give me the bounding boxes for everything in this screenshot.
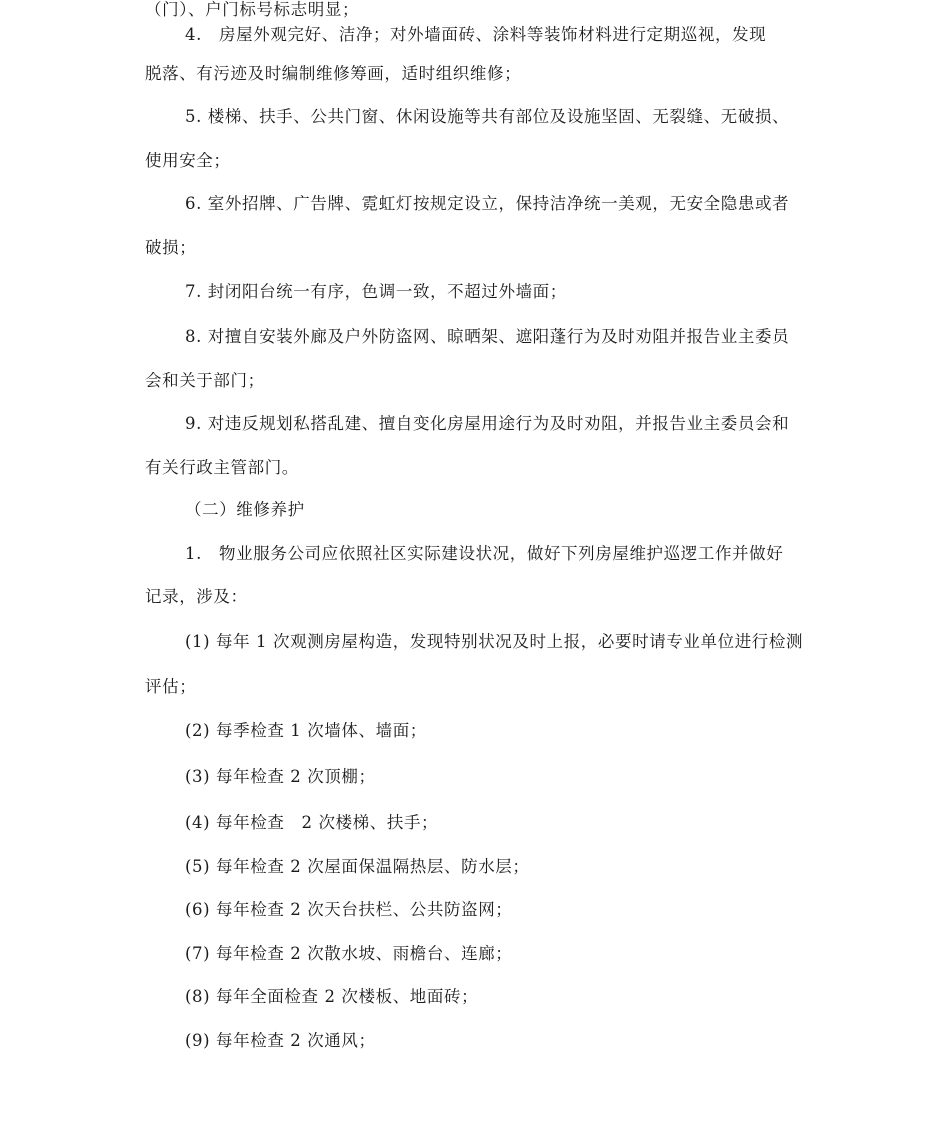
text-line: 有关行政主管部门。 bbox=[145, 458, 299, 477]
list-item: (1) 每年 1 次观测房屋构造，发现特别状况及时上报，必要时请专业单位进行检测 bbox=[185, 632, 804, 651]
text-line: 5. 楼梯、扶手、公共门窗、休闲设施等共有部位及设施坚固、无裂缝、无破损、 bbox=[185, 107, 790, 126]
list-item: (3) 每年检查 2 次顶棚； bbox=[185, 767, 376, 786]
list-item: (6) 每年检查 2 次天台扶栏、公共防盗网； bbox=[185, 900, 513, 919]
section-heading: （二）维修养护 bbox=[185, 500, 305, 519]
text-line: 7. 封闭阳台统一有序，色调一致，不超过外墙面； bbox=[185, 282, 567, 301]
list-item: (8) 每年全面检查 2 次楼板、地面砖； bbox=[185, 987, 479, 1006]
text-line: 评估； bbox=[145, 677, 197, 696]
list-item: (4) 每年检查 2 次楼梯、扶手； bbox=[185, 813, 439, 832]
text-line: 9. 对违反规划私搭乱建、擅自变化房屋用途行为及时劝阻，并报告业主委员会和 bbox=[185, 414, 790, 433]
list-item: (2) 每季检查 1 次墙体、墙面； bbox=[185, 721, 427, 740]
list-item: (9) 每年检查 2 次通风； bbox=[185, 1031, 376, 1050]
text-line: 会和关于部门； bbox=[145, 371, 265, 390]
text-line: 6. 室外招牌、广告牌、霓虹灯按规定设立，保持洁净统一美观，无安全隐患或者 bbox=[185, 194, 790, 213]
text-line: 1. 物业服务公司应依照社区实际建设状况，做好下列房屋维护巡逻工作并做好 bbox=[185, 544, 784, 563]
text-line: 4. 房屋外观完好、洁净；对外墙面砖、涂料等装饰材料进行定期巡视，发现 bbox=[185, 25, 767, 44]
text-line: 8. 对擅自安装外廊及户外防盗网、晾晒架、遮阳蓬行为及时劝阻并报告业主委员 bbox=[185, 327, 790, 346]
text-line: 脱落、有污迹及时编制维修筹画，适时组织维修； bbox=[145, 64, 522, 83]
text-line: （门）、户门标号标志明显； bbox=[145, 0, 360, 19]
text-line: 破损； bbox=[145, 238, 197, 257]
text-line: 记录，涉及： bbox=[145, 587, 248, 606]
list-item: (5) 每年检查 2 次屋面保温隔热层、防水层； bbox=[185, 857, 530, 876]
list-item: (7) 每年检查 2 次散水坡、雨檐台、连廊； bbox=[185, 944, 513, 963]
text-line: 使用安全； bbox=[145, 151, 231, 170]
